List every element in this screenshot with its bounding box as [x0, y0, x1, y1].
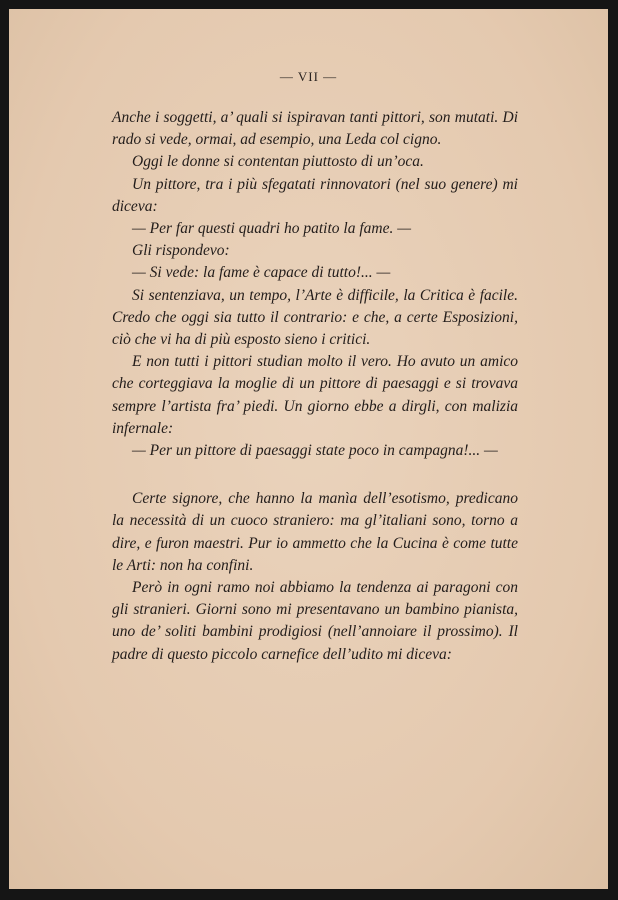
- body-text: [112, 107, 518, 666]
- paragraph: Però in ogni ramo noi abbiamo la tendenza ai paragoni con gli stranieri. Giorni sono mi presentavano un bambino pianista, uno de’ soliti bambini prodigiosi (nell’annoiare il prossimo). Il padre di questo piccolo carnefice dell’udito mi diceva:: [112, 579, 518, 663]
- paragraph: Gli rispondevo:: [132, 242, 230, 260]
- paragraph: — Si vede: la fame è capace di tutto!... —: [132, 264, 391, 282]
- paragraph: Oggi le donne si contentan piuttosto di un’oca.: [132, 153, 424, 171]
- paragraph: Un pittore, tra i più sfegatati rinnovatori (nel suo genere) mi diceva:: [112, 175, 518, 215]
- paragraph: — Per far questi quadri ho patito la fame. —: [132, 220, 411, 238]
- paragraph: Anche i soggetti, a’ quali si ispiravan tanti pittori, son mutati. Di rado si vede, ormai, ad esempio, una Leda col cigno.: [112, 109, 518, 149]
- section-gap: [112, 462, 518, 488]
- book-page: [9, 9, 608, 889]
- page-number-header: — VII —: [279, 69, 338, 84]
- paragraph: E non tutti i pittori studian molto il vero. Ho avuto un amico che corteggiava la moglie di un pittore di paesaggi e si trovava sempre l’artista fra’ piedi. Un giorno ebbe a dirgli, con malizia infernale:: [112, 353, 518, 437]
- paragraph: Si sentenziava, un tempo, l’Arte è difficile, la Critica è facile. Credo che oggi sia tutto il contrario: e che, a certe Esposizioni, ciò che vi ha di più esposto sieno i critici.: [112, 286, 518, 349]
- paragraph: Certe signore, che hanno la manìa dell’esotismo, predicano la necessità di un cuoco straniero: ma gl’italiani sono, torno a dire, e furon maestri. Pur io ammetto che la Cucina è come tutte le Arti: non ha confini.: [112, 490, 518, 574]
- paragraph: — Per un pittore di paesaggi state poco in campagna!... —: [132, 442, 498, 460]
